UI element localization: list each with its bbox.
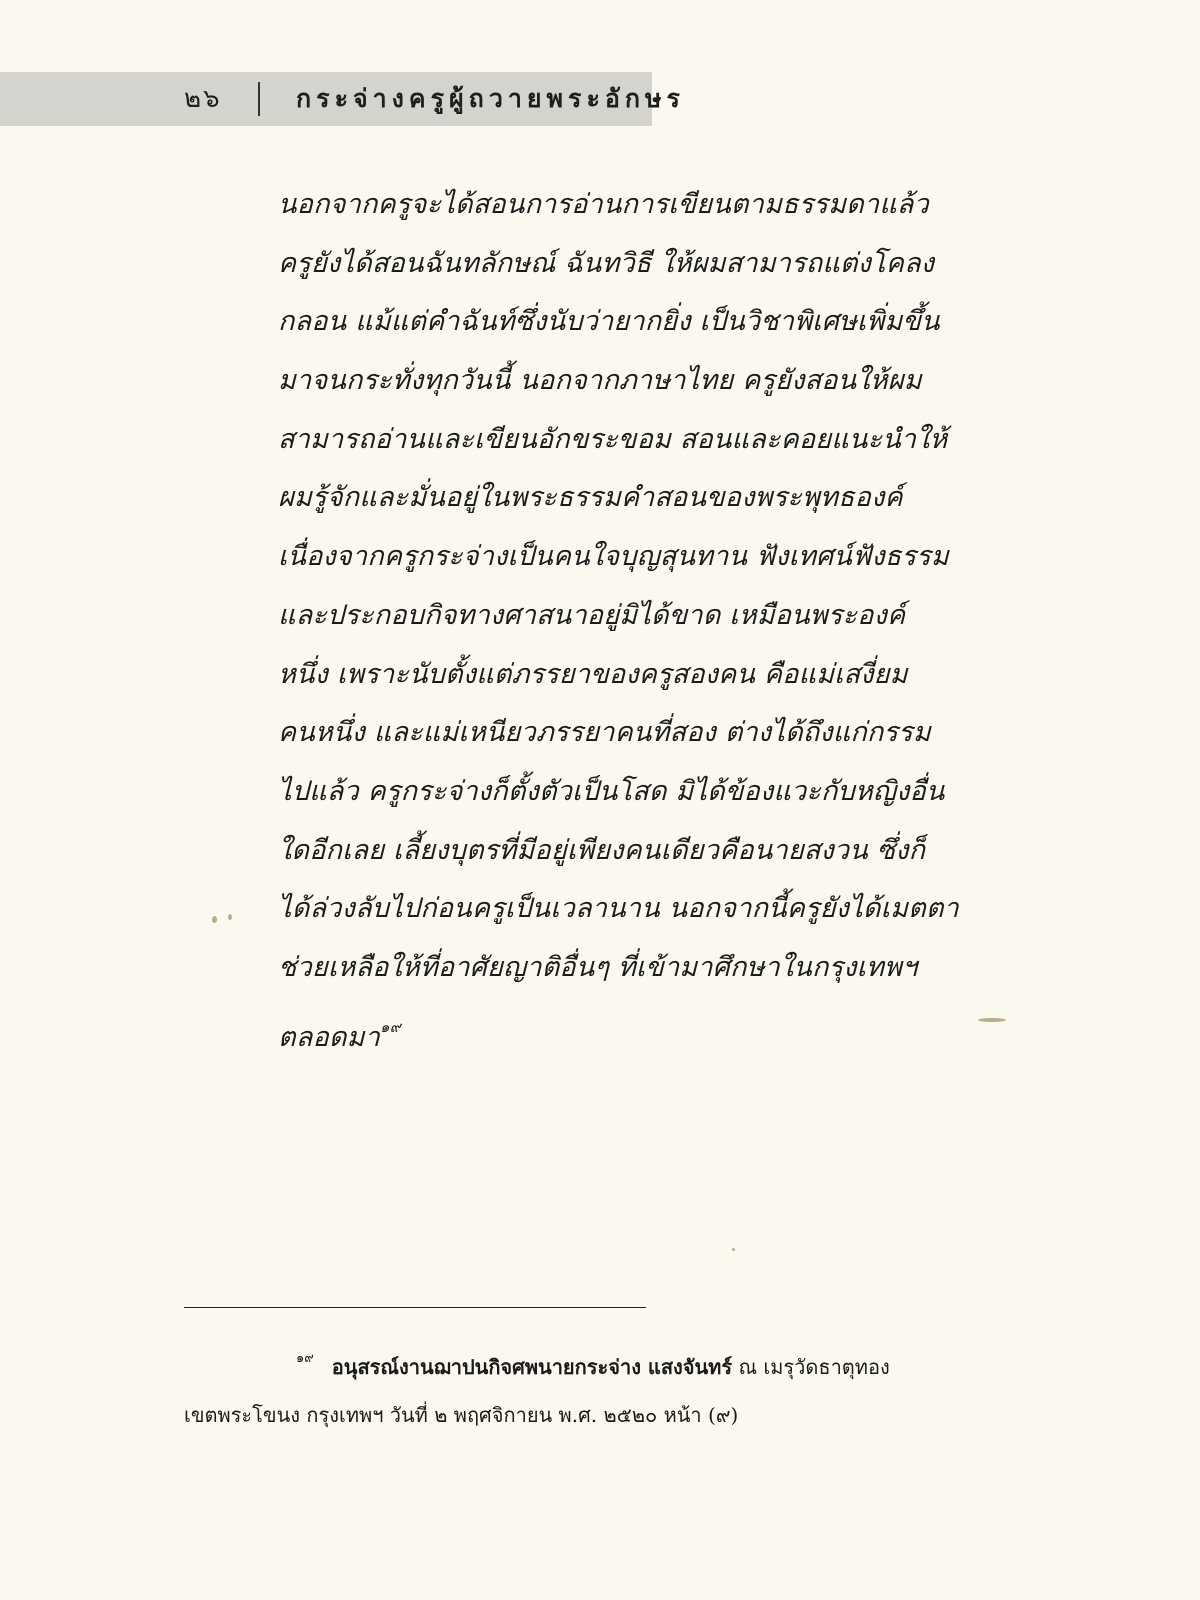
header-divider [258, 82, 260, 116]
body-line: ช่วยเหลือให้ที่อาศัยญาติอื่นๆ ที่เข้ามาศึกษาในกรุงเทพฯ [278, 951, 918, 983]
body-line: ไปแล้ว ครูกระจ่างก็ตั้งตัวเป็นโสด มิได้ข้องแวะกับหญิงอื่น [278, 775, 945, 807]
body-line: มาจนกระทั่งทุกวันนี้ นอกจากภาษาไทย ครูยังสอนให้ผม [278, 365, 922, 397]
footnote-reference: ๑๙ [380, 1017, 401, 1036]
paper-speck [732, 1248, 735, 1251]
body-paragraph [278, 176, 1018, 1056]
body-line: นอกจากครูจะได้สอนการอ่านการเขียนตามธรรมดาแล้ว [278, 189, 929, 220]
body-line: คนหนึ่ง และแม่เหนียวภรรยาคนที่สอง ต่างได้ถึงแก่กรรม [278, 717, 931, 749]
paper-speck [978, 1018, 1006, 1022]
body-line: และประกอบกิจทางศาสนาอยู่มิได้ขาด เหมือนพระองค์ [278, 599, 906, 631]
body-line: หนึ่ง เพราะนับตั้งแต่ภรรยาของครูสองคน คือแม่เสงี่ยม [278, 658, 908, 690]
running-header-title: กระจ่างครูผู้ถวายพระอักษร [296, 84, 685, 113]
footnote-marker: ๑๙ [296, 1351, 314, 1366]
body-line: ใดอีกเลย เลี้ยงบุตรที่มีอยู่เพียงคนเดียวคือนายสงวน ซึ่งก็ [278, 834, 926, 866]
footnote-location: ณ เมรุวัดธาตุทอง [732, 1355, 890, 1379]
last-line-text: ตลอดมา [278, 1021, 380, 1053]
page-number: ๒๖ [184, 84, 222, 114]
body-line: กลอน แม้แต่คำฉันท์ซึ่งนับว่ายากยิ่ง เป็นวิชาพิเศษเพิ่มขึ้น [278, 306, 940, 338]
body-line: ได้ล่วงลับไปก่อนครูเป็นเวลานาน นอกจากนี้ครูยังได้เมตตา [278, 893, 959, 925]
footnote-line-2: เขตพระโขนง กรุงเทพฯ วันที่ ๒ พฤศจิกายน พ.ศ. ๒๕๒๐ หน้า (๙) [184, 1403, 739, 1427]
paper-speck [228, 914, 232, 920]
body-line: สามารถอ่านและเขียนอักขระขอม สอนและคอยแนะนำให้ [278, 423, 948, 455]
footnote-separator [184, 1307, 646, 1308]
body-last-line [278, 998, 1018, 1057]
body-line: เนื่องจากครูกระจ่างเป็นคนใจบุญสุนทาน ฟังเทศน์ฟังธรรม [278, 541, 949, 573]
footnote-line-1 [184, 1335, 1084, 1391]
body-line: ผมรู้จักและมั่นอยู่ในพระธรรมคำสอนของพระพุทธองค์ [278, 482, 903, 514]
footnote [184, 1335, 1084, 1439]
body-line: ครูยังได้สอนฉันทลักษณ์ ฉันทวิธี ให้ผมสามารถแต่งโคลง [278, 247, 935, 279]
paper-speck [212, 916, 217, 923]
footnote-source-title: อนุสรณ์งานฌาปนกิจศพนายกระจ่าง แสงจันทร์ [331, 1355, 733, 1379]
